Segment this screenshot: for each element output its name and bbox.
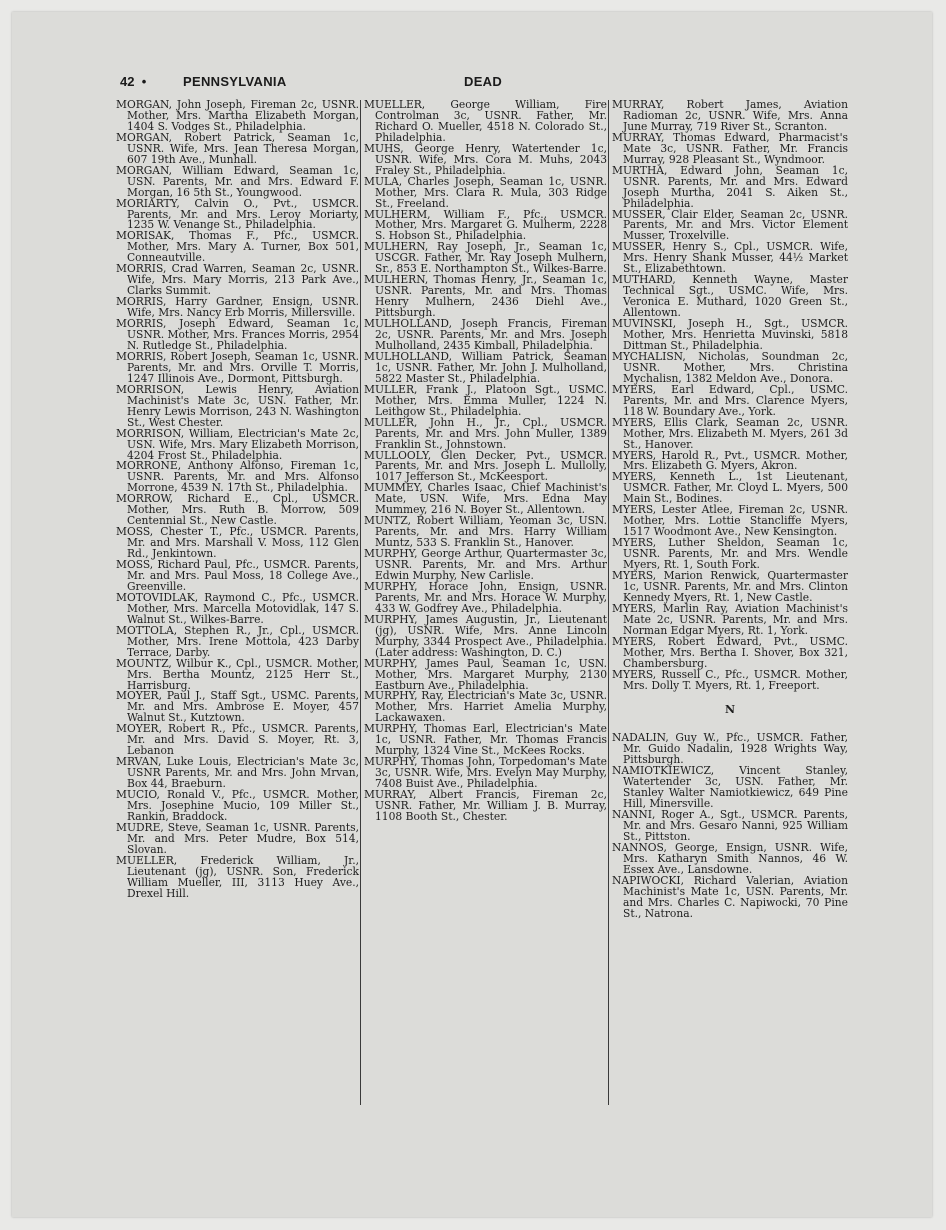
column-rule-2 [608,100,609,1105]
casualty-entry: MURPHY, Thomas Earl, Electrician's Mate 1c, USNR. Father, Mr. Thomas Francis Murphy, 1324 Vine St., McKees Rocks. [364,722,607,758]
casualty-entry: MUCIO, Ronald V., Pfc., USMCR. Mother, Mrs. Josephine Mucio, 109 Miller St., Rankin, Braddock. [116,788,359,823]
casualty-entry: NANNOS, George, Ensign, USNR. Wife, Mrs. Katharyn Smith Nannos, 46 W. Essex Ave., Lansdowne. [612,840,848,876]
casualty-entry: MYERS, Lester Atlee, Fireman 2c, USNR. Mother, Mrs. Lottie Stancliffe Myers, 1517 Woodmont Ave., New Kensington. [612,503,848,539]
casualty-entry: NAPIWOCKI, Richard Valerian, Aviation Machinist's Mate 1c, USN. Parents, Mr. and Mrs. Charles C. Napiwocki, 70 Pine St., Natrona. [612,873,848,920]
casualty-entry: MULA, Charles Joseph, Seaman 1c, USNR. Mother, Mrs. Clara R. Mula, 303 Ridge St., Freeland. [364,174,607,210]
casualty-entry: MOSS, Chester T., Pfc., USMCR. Parents, Mr. and Mrs. Marshall V. Moss, 112 Glen Rd., Jenkintown. [116,525,359,561]
casualty-entry: MOUNTZ, Wilbur K., Cpl., USMCR. Mother, Mrs. Bertha Mountz, 2125 Herr St., Harrisburg. [116,656,359,692]
casualty-entry: MYERS, Russell C., Pfc., USMCR. Mother, Mrs. Dolly T. Myers, Rt. 1, Freeport. [612,667,848,692]
casualty-entry: MUSSER, Clair Elder, Seaman 2c, USNR. Parents, Mr. and Mrs. Victor Element Musser, Troxelville. [612,207,848,243]
casualty-entry: NANNI, Roger A., Sgt., USMCR. Parents, Mr. and Mrs. Gesaro Nanni, 925 William St., Pittston. [612,808,848,843]
document-page [12,12,932,1217]
column-2 [364,100,607,823]
casualty-entry: MULLER, John H., Jr., Cpl., USMCR. Parents, Mr. and Mrs. John Muller, 1389 Franklin St., Johnstown. [364,415,607,451]
casualty-entry: MORRONE, Anthony Alfonso, Fireman 1c, USNR. Parents, Mr. and Mrs. Alfonso Morrone, 4539 N. 17th St., Philadelphia. [116,459,359,495]
section-title: DEAD [464,74,503,89]
casualty-entry: MURPHY, Horace John, Ensign, USNR. Parents, Mr. and Mrs. Horace W. Murphy, 433 W. Godfrey Ave., Philadelphia. [364,579,607,615]
casualty-entry: MUTHARD, Kenneth Wayne, Master Technical Sgt., USMC. Wife, Mrs. Veronica E. Muthard, 1020 Green St., Allentown. [612,273,848,320]
casualty-entry: NAMIOTKIEWICZ, Vincent Stanley, Watertender 3c, USN. Father, Mr. Stanley Walter Namiotkiewicz, 649 Pine Hill, Minersville. [612,764,848,811]
page-number-text: 42 [120,74,135,89]
casualty-entry: MYCHALISN, Nicholas, Soundman 2c, USNR. Mother, Mrs. Christina Mychalisn, 1382 Meldon Ave., Donora. [612,349,848,385]
casualty-entry: MUVINSKI, Joseph H., Sgt., USMCR. Mother, Mrs. Henrietta Muvinski, 5818 Dittman St., Philadelphia. [612,317,848,352]
column-1 [116,100,359,900]
casualty-entry: MURPHY, Ray, Electrician's Mate 3c, USNR. Mother, Mrs. Harriet Amelia Murphy, Lackawaxen. [364,689,607,725]
casualty-entry: MORRISON, William, Electrician's Mate 2c, USN. Wife, Mrs. Mary Elizabeth Morrison, 4204 Frost St., Philadelphia. [116,426,359,462]
casualty-entry: MOYER, Robert R., Pfc., USMCR. Parents, Mr. and Mrs. David S. Moyer, Rt. 3, Lebanon [116,722,359,758]
casualty-entry: MORRIS, Crad Warren, Seaman 2c, USNR. Wife, Mrs. Mary Morris, 213 Park Ave., Clarks Summit. [116,262,359,298]
casualty-entry: MYERS, Luther Sheldon, Seaman 1c, USNR. Parents, Mr. and Mrs. Wendle Myers, Rt. 1, South Fork. [612,536,848,572]
casualty-entry: MRVAN, Luke Louis, Electrician's Mate 3c, USNR Parents, Mr. and Mrs. John Mrvan, Box 44, Braeburn. [116,755,359,791]
casualty-entry: MORGAN, Robert Patrick, Seaman 1c, USNR. Wife, Mrs. Jean Theresa Morgan, 607 19th Ave., Munhall. [116,130,359,166]
casualty-entry: MYERS, Marlin Ray, Aviation Machinist's Mate 2c, USNR. Parents, Mr. and Mrs. Norman Edgar Myers, Rt. 1, York. [612,601,848,637]
casualty-entry: MULLOOLY, Glen Decker, Pvt., USMCR. Parents, Mr. and Mrs. Joseph L. Mullolly, 1017 Jefferson St., McKeesport. [364,448,607,484]
header-bullet: • [141,74,147,89]
casualty-entry: MORROW, Richard E., Cpl., USMCR. Mother, Mrs. Ruth B. Morrow, 509 Centennial St., New Castle. [116,492,359,528]
casualty-entry: MULHOLLAND, Joseph Francis, Fireman 2c, USNR. Parents, Mr. and Mrs. Joseph Mulholland, 2435 Kimball, Philadelphia. [364,317,607,352]
casualty-entry: MOYER, Paul J., Staff Sgt., USMC. Parents, Mr. and Mrs. Ambrose E. Moyer, 457 Walnut St., Kutztown. [116,689,359,725]
casualty-entry: MUDRE, Steve, Seaman 1c, USNR. Parents, Mr. and Mrs. Peter Mudre, Box 514, Slovan. [116,820,359,856]
casualty-entry: MORRIS, Harry Gardner, Ensign, USNR. Wife, Mrs. Nancy Erb Morris, Millersville. [116,295,359,320]
casualty-entry: MORRISON, Lewis Henry, Aviation Machinist's Mate 3c, USN. Father, Mr. Henry Lewis Morrison, 243 N. Washington St., West Chester. [116,382,359,429]
column-rule-1 [360,100,361,1105]
casualty-entry: MYERS, Harold R., Pvt., USMCR. Mother, Mrs. Elizabeth G. Myers, Akron. [612,448,848,473]
casualty-entry: MOTTOLA, Stephen R., Jr., Cpl., USMCR. Mother, Mrs. Irene Mottola, 423 Darby Terrace, Darby. [116,623,359,659]
casualty-entry: MUELLER, George William, Fire Controlman 3c, USNR. Father, Mr. Richard O. Mueller, 4518 N. Colorado St., Philadelphia. [364,98,607,144]
casualty-entry: MULHERM, William F., Pfc., USMCR. Mother, Mrs. Margaret G. Mulherm, 2228 S. Hobson St., Philadelphia. [364,207,607,243]
casualty-entry: MORRIS, Robert Joseph, Seaman 1c, USNR. Parents, Mr. and Mrs. Orville T. Morris, 1247 Illinois Ave., Dormont, Pittsburgh. [116,349,359,385]
casualty-entry: MUNTZ, Robert William, Yeoman 3c, USN. Parents, Mr. and Mrs. Harry William Muntz, 533 S. Franklin St., Hanover. [364,514,607,550]
casualty-entry: MORRIS, Joseph Edward, Seaman 1c, USNR. Mother, Mrs. Frances Morris, 2954 N. Rutledge St., Philadelphia. [116,317,359,352]
column-3 [612,100,848,920]
casualty-entry: MURPHY, George Arthur, Quartermaster 3c, USNR. Parents, Mr. and Mrs. Arthur Edwin Murphy, New Carlisle. [364,547,607,582]
casualty-entry: MURRAY, Robert James, Aviation Radioman 2c, USNR. Wife, Mrs. Anna June Murray, 719 River St., Scranton. [612,98,848,133]
casualty-entry: MUELLER, Frederick William, Jr., Lieutenant (jg), USNR. Son, Frederick William Mueller, III, 3113 Huey Ave., Drexel Hill. [116,853,359,900]
casualty-entry: NADALIN, Guy W., Pfc., USMCR. Father, Mr. Guido Nadalin, 1928 Wrights Way, Pittsburgh. [612,731,848,767]
casualty-entry: MYERS, Marion Renwick, Quartermaster 1c, USNR. Parents, Mr. and Mrs. Clinton Kennedy Myers, Rt. 1, New Castle. [612,568,848,604]
casualty-entry: MUSSER, Henry S., Cpl., USMCR. Wife, Mrs. Henry Shank Musser, 44½ Market St., Elizabethtown. [612,240,848,276]
casualty-entry: MULHOLLAND, William Patrick, Seaman 1c, USNR. Father, Mr. John J. Mulholland, 5822 Master St., Philadelphia. [364,349,607,385]
casualty-entry: MURTHA, Edward John, Seaman 1c, USNR. Parents, Mr. and Mrs. Edward Joseph Murtha, 2041 S. Aiken St., Philadelphia. [612,163,848,210]
casualty-entry: MURPHY, James Augustin, Jr., Lieutenant (jg), USNR. Wife, Mrs. Anne Lincoln Murphy, 3344 Prospect Ave., Philadelphia. (Later address: Washington, D. C.) [364,612,607,659]
casualty-entry: MUHS, George Henry, Watertender 1c, USNR. Wife, Mrs. Cora M. Muhs, 2043 Fraley St., Philadelphia. [364,141,607,177]
casualty-entry: MURRAY, Thomas Edward, Pharmacist's Mate 3c, USNR. Father, Mr. Francis Murray, 928 Pleasant St., Wyndmoor. [612,130,848,166]
casualty-entry: MOSS, Richard Paul, Pfc., USMCR. Parents, Mr. and Mrs. Paul Moss, 18 College Ave., Greenville. [116,558,359,593]
casualty-entry: MYERS, Earl Edward, Cpl., USMC. Parents, Mr. and Mrs. Clarence Myers, 118 W. Boundary Ave., York. [612,382,848,418]
casualty-entry: MURRAY, Albert Francis, Fireman 2c, USNR. Father, Mr. William J. B. Murray, 1108 Booth St., Chester. [364,788,607,823]
casualty-entry: MULHERN, Thomas Henry, Jr., Seaman 1c, USNR. Parents, Mr. and Mrs. Thomas Henry Mulhern, 2436 Diehl Ave., Pittsburgh. [364,273,607,320]
state-name: PENNSYLVANIA [183,74,287,89]
casualty-entry: MORGAN, John Joseph, Fireman 2c, USNR. Mother, Mrs. Martha Elizabeth Morgan, 1404 S. Vodges St., Philadelphia. [116,98,359,133]
casualty-entry: MOTOVIDLAK, Raymond C., Pfc., USMCR. Mother, Mrs. Marcella Motovidlak, 147 S. Walnut St., Wilkes-Barre. [116,590,359,626]
column-3-entries-m [612,100,848,691]
column-3-entries-n [612,733,848,919]
casualty-entry: MORIARTY, Calvin O., Pvt., USMCR. Parents, Mr. and Mrs. Leroy Moriarty, 1235 W. Venange St., Philadelphia. [116,196,359,232]
casualty-entry: MYERS, Kenneth L., 1st Lieutenant, USMCR. Father, Mr. Cloyd L. Myers, 500 Main St., Bodines. [612,470,848,506]
casualty-entry: MORISAK, Thomas F., Pfc., USMCR. Mother, Mrs. Mary A. Turner, Box 501, Conneautville. [116,229,359,265]
casualty-entry: MULHERN, Ray Joseph, Jr., Seaman 1c, USCGR. Father, Mr. Ray Joseph Mulhern, Sr., 853 E. Northampton St., Wilkes-Barre. [364,240,607,276]
casualty-entry: MURPHY, Thomas John, Torpedoman's Mate 3c, USNR. Wife, Mrs. Evelyn May Murphy, 7408 Buist Ave., Philadelphia. [364,755,607,791]
casualty-entry: MULLER, Frank J., Platoon Sgt., USMC. Mother, Mrs. Emma Muller, 1224 N. Leithgow St., Philadelphia. [364,382,607,418]
casualty-entry: MURPHY, James Paul, Seaman 1c, USN. Mother, Mrs. Margaret Murphy, 2130 Eastburn Ave., Philadelphia. [364,656,607,692]
section-letter: N [724,703,736,717]
casualty-entry: MORGAN, William Edward, Seaman 1c, USN. Parents, Mr. and Mrs. Edward F. Morgan, 16 5th St., Youngwood. [116,163,359,199]
casualty-entry: MUMMEY, Charles Isaac, Chief Machinist's Mate, USN. Wife, Mrs. Edna May Mummey, 216 N. Boyer St., Allentown. [364,481,607,517]
casualty-entry: MYERS, Robert Edward, Pvt., USMC. Mother, Mrs. Bertha I. Shover, Box 321, Chambersburg. [612,634,848,670]
casualty-entry: MYERS, Ellis Clark, Seaman 2c, USNR. Mother, Mrs. Elizabeth M. Myers, 261 3d St., Hanover. [612,415,848,451]
page-number [120,74,146,89]
